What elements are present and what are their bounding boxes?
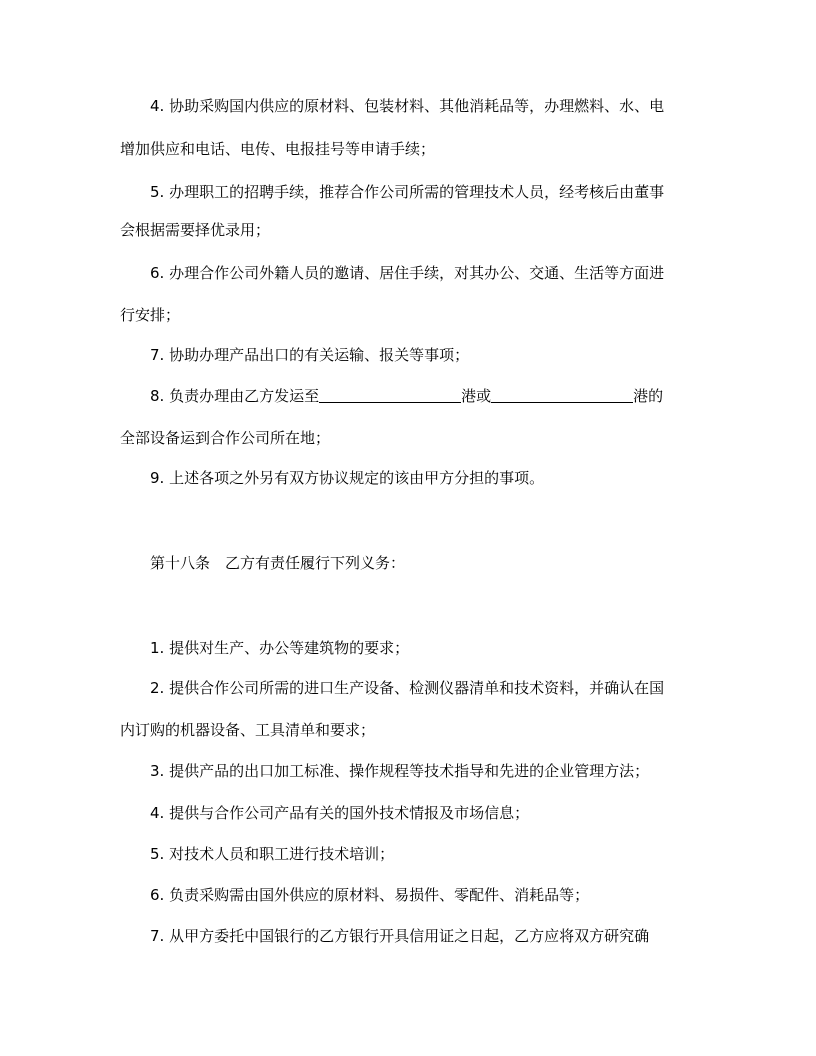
- item-b6-line1: 6. 负责采购需由国外供应的原材料、易损件、零配件、消耗品等；: [150, 886, 590, 904]
- item-b2-line2: 内订购的机器设备、工具清单和要求；: [120, 721, 376, 739]
- port-blank-1: [319, 386, 461, 403]
- item-b1-line1: 1. 提供对生产、办公等建筑物的要求；: [150, 639, 410, 657]
- item-a5-line2: 会根据需要择优录用；: [120, 221, 271, 239]
- item-a7-line1: 7. 协助办理产品出口的有关运输、报关等事项；: [150, 346, 470, 364]
- item-b2-line1: 2. 提供合作公司所需的进口生产设备、检测仪器清单和技术资料，并确认在国: [150, 679, 665, 697]
- item-a8-text-part3: 港的: [633, 387, 664, 405]
- item-b3-line1: 3. 提供产品的出口加工标准、操作规程等技术指导和先进的企业管理方法；: [150, 762, 650, 780]
- item-a8-line2: 全部设备运到合作公司所在地；: [120, 429, 331, 447]
- item-a6-line2: 行安排；: [120, 306, 181, 324]
- item-a8-text-part1: 8. 负责办理由乙方发运至: [150, 387, 320, 405]
- item-a8-line1: [150, 386, 700, 406]
- port-blank-2: [491, 386, 633, 403]
- item-a8-text-part2: 港或: [461, 387, 492, 405]
- item-b5-line1: 5. 对技术人员和职工进行技术培训；: [150, 845, 395, 863]
- item-a4-line2: 增加供应和电话、电传、电报挂号等申请手续；: [120, 140, 436, 158]
- item-a9-line1: 9. 上述各项之外另有双方协议规定的该由甲方分担的事项。: [150, 469, 545, 487]
- item-a5-line1: 5. 办理职工的招聘手续，推荐合作公司所需的管理技术人员，经考核后由董事: [150, 183, 665, 201]
- item-a4-line1: 4. 协助采购国内供应的原材料、包装材料、其他消耗品等，办理燃料、水、电: [150, 97, 665, 115]
- item-a6-line1: 6. 办理合作公司外籍人员的邀请、居住手续，对其办公、交通、生活等方面进: [150, 264, 665, 282]
- item-b4-line1: 4. 提供与合作公司产品有关的国外技术情报及市场信息；: [150, 804, 530, 822]
- item-b7-line1: 7. 从甲方委托中国银行的乙方银行开具信用证之日起，乙方应将双方研究确: [150, 927, 650, 945]
- article-18-heading: 第十八条 乙方有责任履行下列义务：: [150, 554, 406, 572]
